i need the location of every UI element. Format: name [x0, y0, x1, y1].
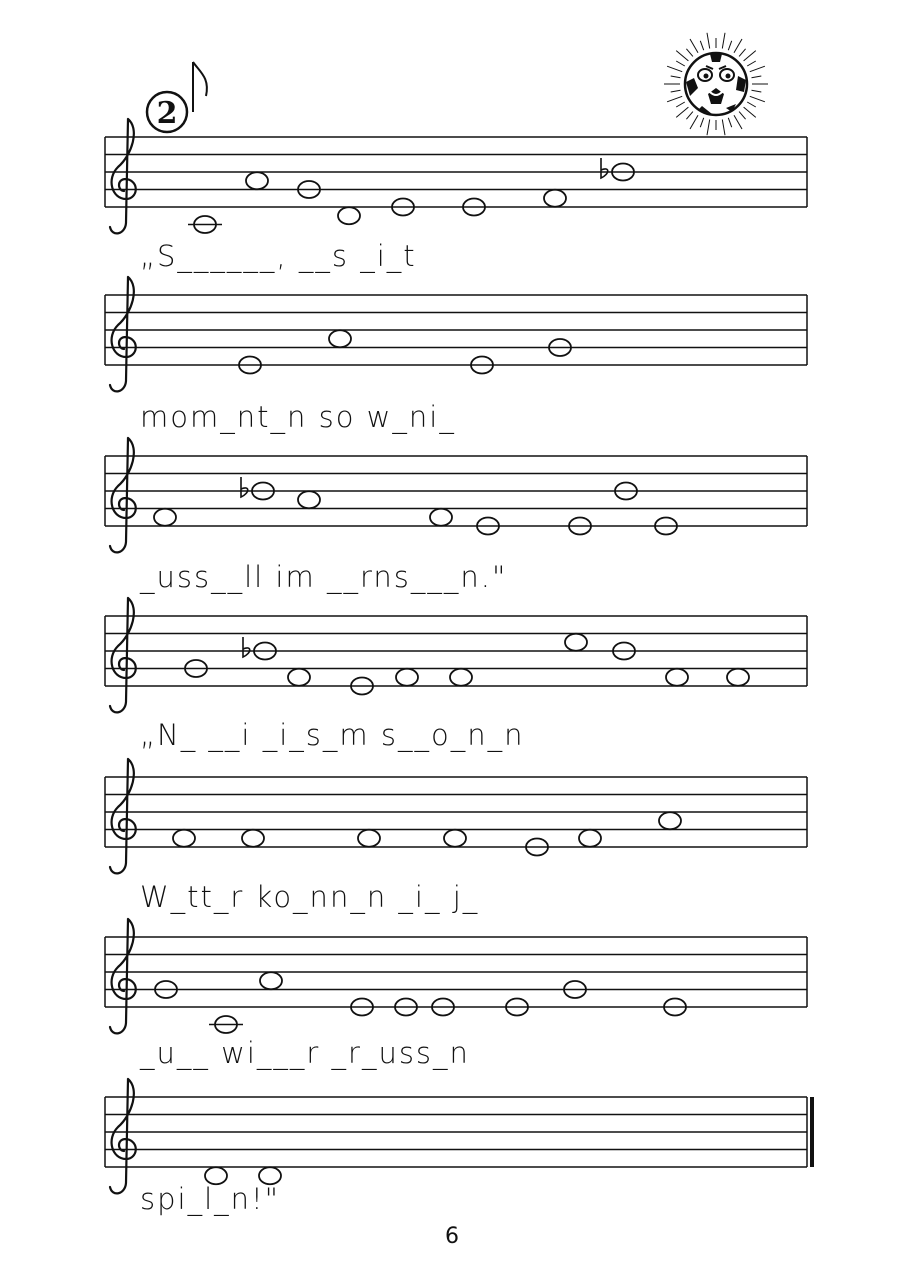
note [666, 669, 688, 686]
note [579, 830, 601, 847]
whole-note [329, 330, 351, 347]
lyric-line-4: „N_ __i _i_s_m s__o_n_n [140, 718, 525, 752]
whole-note [173, 830, 195, 847]
flat-sign-icon [601, 158, 608, 178]
whole-note [727, 669, 749, 686]
eighth-note-icon [193, 62, 207, 112]
flat-sign-icon [241, 477, 248, 497]
note [358, 830, 380, 847]
flat-sign-icon [243, 637, 250, 657]
lyric-line-6: _u__ wi___r _r_uss_n [140, 1036, 470, 1070]
note [338, 207, 360, 224]
lyric-line-3: _uss__ll im __rns___n." [140, 560, 508, 594]
whole-note [396, 669, 418, 686]
note [450, 669, 472, 686]
note [430, 509, 452, 526]
treble-clef-icon [110, 919, 136, 1033]
whole-note [450, 669, 472, 686]
note [565, 634, 587, 651]
treble-clef-icon [110, 119, 136, 233]
treble-clef-icon [110, 598, 136, 712]
note [396, 669, 418, 686]
lyric-line-5: W_tt_r ko_nn_n _i_ j_ [140, 880, 480, 914]
whole-note [666, 669, 688, 686]
treble-clef-icon [110, 1079, 136, 1193]
whole-note [444, 830, 466, 847]
whole-note [154, 509, 176, 526]
note [242, 830, 264, 847]
whole-note [358, 830, 380, 847]
lyric-line-2: mom_nt_n so w_ni_ [140, 400, 456, 434]
note [601, 158, 634, 181]
note [659, 812, 681, 829]
whole-note [242, 830, 264, 847]
page-number: 6 [445, 1224, 459, 1249]
whole-note [579, 830, 601, 847]
whole-note [430, 509, 452, 526]
note [544, 190, 566, 207]
whole-note [565, 634, 587, 651]
note [298, 491, 320, 508]
staff-5 [105, 759, 807, 873]
whole-note [298, 491, 320, 508]
treble-clef-icon [110, 438, 136, 552]
note [173, 830, 195, 847]
staff-3 [105, 438, 807, 552]
note [727, 669, 749, 686]
exercise-number-badge [147, 92, 187, 132]
note [329, 330, 351, 347]
lyric-line-7: spi_l_n!" [140, 1182, 280, 1216]
treble-clef-icon [110, 277, 136, 391]
whole-note [246, 172, 268, 189]
note [246, 172, 268, 189]
note [154, 509, 176, 526]
staff-7 [105, 1079, 812, 1193]
whole-note [544, 190, 566, 207]
note [243, 637, 276, 660]
staff-2 [105, 277, 807, 391]
whole-note [288, 669, 310, 686]
note [444, 830, 466, 847]
whole-note [260, 972, 282, 989]
exercise-number: 2 [156, 96, 178, 131]
whole-note [338, 207, 360, 224]
note [260, 972, 282, 989]
note [209, 1016, 243, 1033]
whole-note [659, 812, 681, 829]
treble-clef-icon [110, 759, 136, 873]
staff-1 [105, 119, 807, 233]
soccer-ball-face-icon [664, 33, 768, 135]
note [241, 477, 274, 500]
note [188, 216, 222, 233]
staff-6 [105, 919, 807, 1033]
lyric-line-1: „S______, __s _i_t [140, 239, 417, 273]
note [288, 669, 310, 686]
staff-4 [105, 598, 807, 712]
